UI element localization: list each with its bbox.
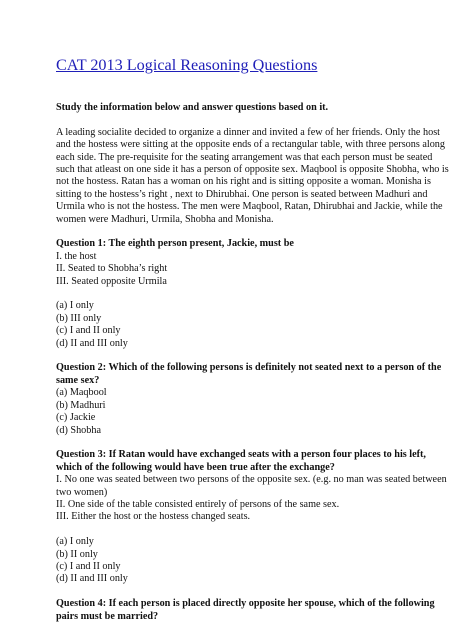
document-body <box>56 102 449 623</box>
question-text: same sex? <box>56 374 100 386</box>
passage-line: women were Madhuri, Urmila, Shobha and Monisha. <box>56 213 274 225</box>
answer-option: (a) I only <box>56 300 94 312</box>
answer-option: (d) Shobha <box>56 424 101 436</box>
answer-option: (b) II only <box>56 548 98 560</box>
answer-option: (c) Jackie <box>56 412 96 424</box>
answer-option: (a) I only <box>56 536 94 548</box>
statement: I. No one was seated between two persons of the opposite sex. (e.g. no man was seated between <box>56 474 447 486</box>
answer-option: (c) I and II only <box>56 325 121 337</box>
question-1 <box>56 238 420 350</box>
answer-option: (c) I and II only <box>56 560 121 572</box>
passage <box>56 126 449 226</box>
passage-line: Urmila who is not the hostess. The men were Maqbool, Ratan, Dhirubhai and Jackie, while the <box>56 201 443 213</box>
question-text: Question 4: If each person is placed directly opposite her spouse, which of the following <box>56 598 435 610</box>
question-2 <box>56 362 442 436</box>
statement: I. the host <box>56 250 97 262</box>
question-text: which of the following would have been true after the exchange? <box>56 461 335 473</box>
answer-option: (a) Maqbool <box>56 387 107 399</box>
statement: II. Seated to Shobha’s right <box>56 263 168 275</box>
question-text: Question 2: Which of the following persons is definitely not seated next to a person of the <box>56 362 442 374</box>
answer-option: (b) Madhuri <box>56 399 106 411</box>
question-4 <box>56 598 435 623</box>
answer-option: (d) II and III only <box>56 337 128 349</box>
passage-line: A leading socialite decided to organize a dinner and invited a few of her friends. Only the host <box>56 126 440 138</box>
passage-line: and the hostess were sitting at the opposite ends of a rectangular table, with three persons along <box>56 139 445 151</box>
instructions: Study the information below and answer questions based on it. <box>56 102 329 113</box>
document-title: CAT 2013 Logical Reasoning Questions <box>56 56 318 74</box>
question-text: Question 3: If Ratan would have exchanged seats with a person four places to his left, <box>56 449 426 461</box>
statement: III. Seated opposite Urmila <box>56 275 167 287</box>
passage-line: sitting to the hostess’s right , next to Dhirubhai. One person is seated between Madhuri and <box>56 188 428 200</box>
answer-option: (d) II and III only <box>56 573 128 585</box>
statement: III. Either the host or the hostess changed seats. <box>56 511 251 523</box>
statement: two women) <box>56 486 108 498</box>
answer-option: (b) III only <box>56 312 102 324</box>
question-text: Question 1: The eighth person present, Jackie, must be <box>56 238 294 250</box>
passage-line: each side. The pre-requisite for the seating arrangement was that each person must be seated <box>56 151 433 163</box>
passage-line: such that atleast on one side it has a person of opposite sex. Maqbool is opposite Shobha, who is <box>56 164 449 176</box>
passage-line: not the hostess. Ratan has a woman on his right and is sitting opposite a woman. Monisha is <box>56 176 431 188</box>
question-text: pairs must be married? <box>56 610 159 622</box>
question-3 <box>56 449 447 585</box>
statement: II. One side of the table consisted entirely of persons of the same sex. <box>56 498 340 510</box>
